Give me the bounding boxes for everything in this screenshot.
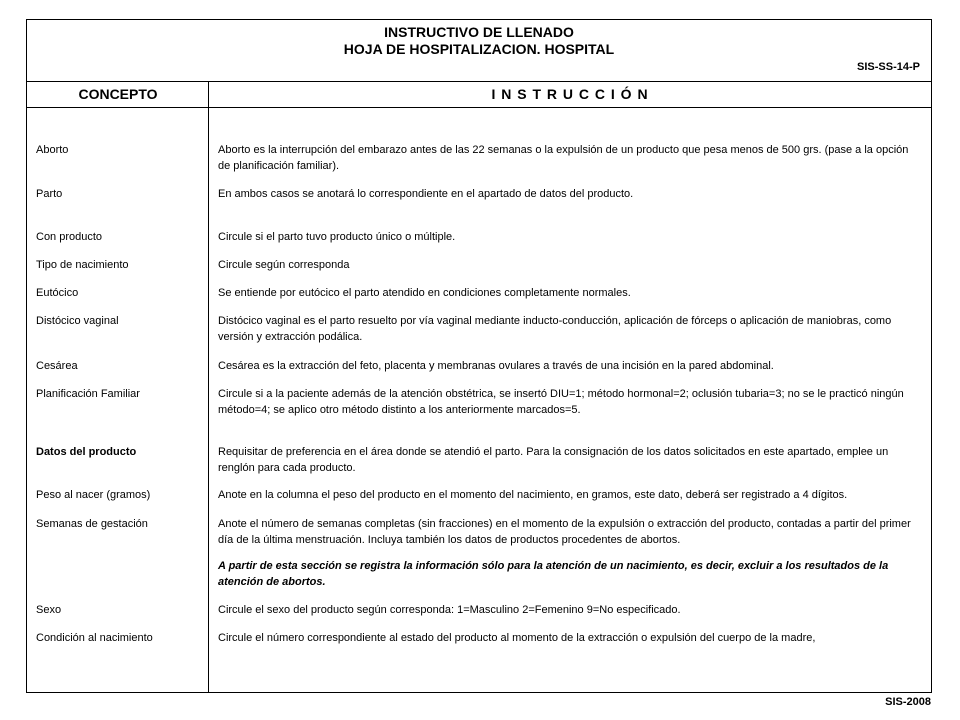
concept-cell: Planificación Familiar	[36, 388, 140, 400]
column-header-concept: CONCEPTO	[27, 82, 209, 108]
instruction-cell: Requisitar de preferencia en el área donde se atendió el parto. Para la consignación de los datos solicitados en este apartado, emplee un renglón para cada producto.	[218, 446, 889, 474]
instruction-cell: Circule si a la paciente además de la atención obstétrica, se insertó DIU=1; método hormonal=2; oclusión tubaria=3; no se le practicó ningún método=4; se aplico otro método distinto a los anteriormente marcados=5.	[218, 388, 904, 416]
instruction-cell: Anote el número de semanas completas (sin fracciones) en el momento de la expulsión o extracción del producto, contadas a partir del primer día de la última menstruación. Incluya también los datos de productos procedentes de abortos.	[218, 518, 911, 546]
concept-cell: Aborto	[36, 144, 69, 156]
title-line-2: HOJA DE HOSPITALIZACION. HOSPITAL	[343, 41, 615, 57]
column-header-instruction: I N S T R U C C I Ó N	[209, 82, 931, 108]
form-code: SIS-SS-14-P	[857, 61, 920, 73]
form-frame	[26, 19, 932, 693]
concept-cell: Distócico vaginal	[36, 315, 119, 327]
concept-cell: Cesárea	[36, 360, 78, 372]
concept-cell: Datos del producto	[36, 446, 137, 458]
instruction-cell: Distócico vaginal es el parto resuelto por vía vaginal mediante inducto-conducción, aplicación de fórceps o aplicación de maniobras, como versión y extracción podálica.	[218, 315, 892, 343]
instruction-cell: Circule el sexo del producto según corresponda: 1=Masculino 2=Femenino 9=No especificado.	[218, 604, 681, 616]
instruction-cell: Cesárea es la extracción del feto, placenta y membranas ovulares a través de una incisión en la pared abdominal.	[218, 360, 774, 372]
footer-code: SIS-2008	[885, 696, 931, 708]
concept-cell: Peso al nacer (gramos)	[36, 489, 151, 501]
concept-cell: Eutócico	[36, 287, 79, 299]
section-note: A partir de esta sección se registra la información sólo para la atención de un nacimiento, es decir, excluir a los resultados de la atención de abortos.	[218, 560, 889, 588]
concept-cell: Condición al nacimiento	[36, 632, 153, 644]
column-divider	[208, 82, 209, 692]
instruction-cell: Circule según corresponda	[218, 259, 350, 271]
concept-cell: Parto	[36, 188, 63, 200]
concept-cell: Semanas de gestación	[36, 518, 148, 530]
instruction-cell: Circule si el parto tuvo producto único o múltiple.	[218, 231, 456, 243]
concept-cell: Tipo de nacimiento	[36, 259, 129, 271]
concept-cell: Sexo	[36, 604, 62, 616]
concept-cell: Con producto	[36, 231, 103, 243]
form-header	[27, 20, 931, 82]
instruction-cell: Circule el número correspondiente al estado del producto al momento de la extracción o expulsión del cuerpo de la madre,	[218, 632, 816, 644]
instruction-cell: Se entiende por eutócico el parto atendido en condiciones completamente normales.	[218, 287, 631, 299]
instruction-cell: En ambos casos se anotará lo correspondiente en el apartado de datos del producto.	[218, 188, 634, 200]
instruction-cell: Anote en la columna el peso del producto en el momento del nacimiento, en gramos, este dato, deberá ser registrado a 4 dígitos.	[218, 489, 848, 501]
instruction-cell: Aborto es la interrupción del embarazo antes de las 22 semanas o la expulsión de un producto que pesa menos de 500 grs. (pase a la opción de planificación familiar).	[218, 144, 909, 172]
title-line-1: INSTRUCTIVO DE LLENADO	[384, 24, 574, 40]
